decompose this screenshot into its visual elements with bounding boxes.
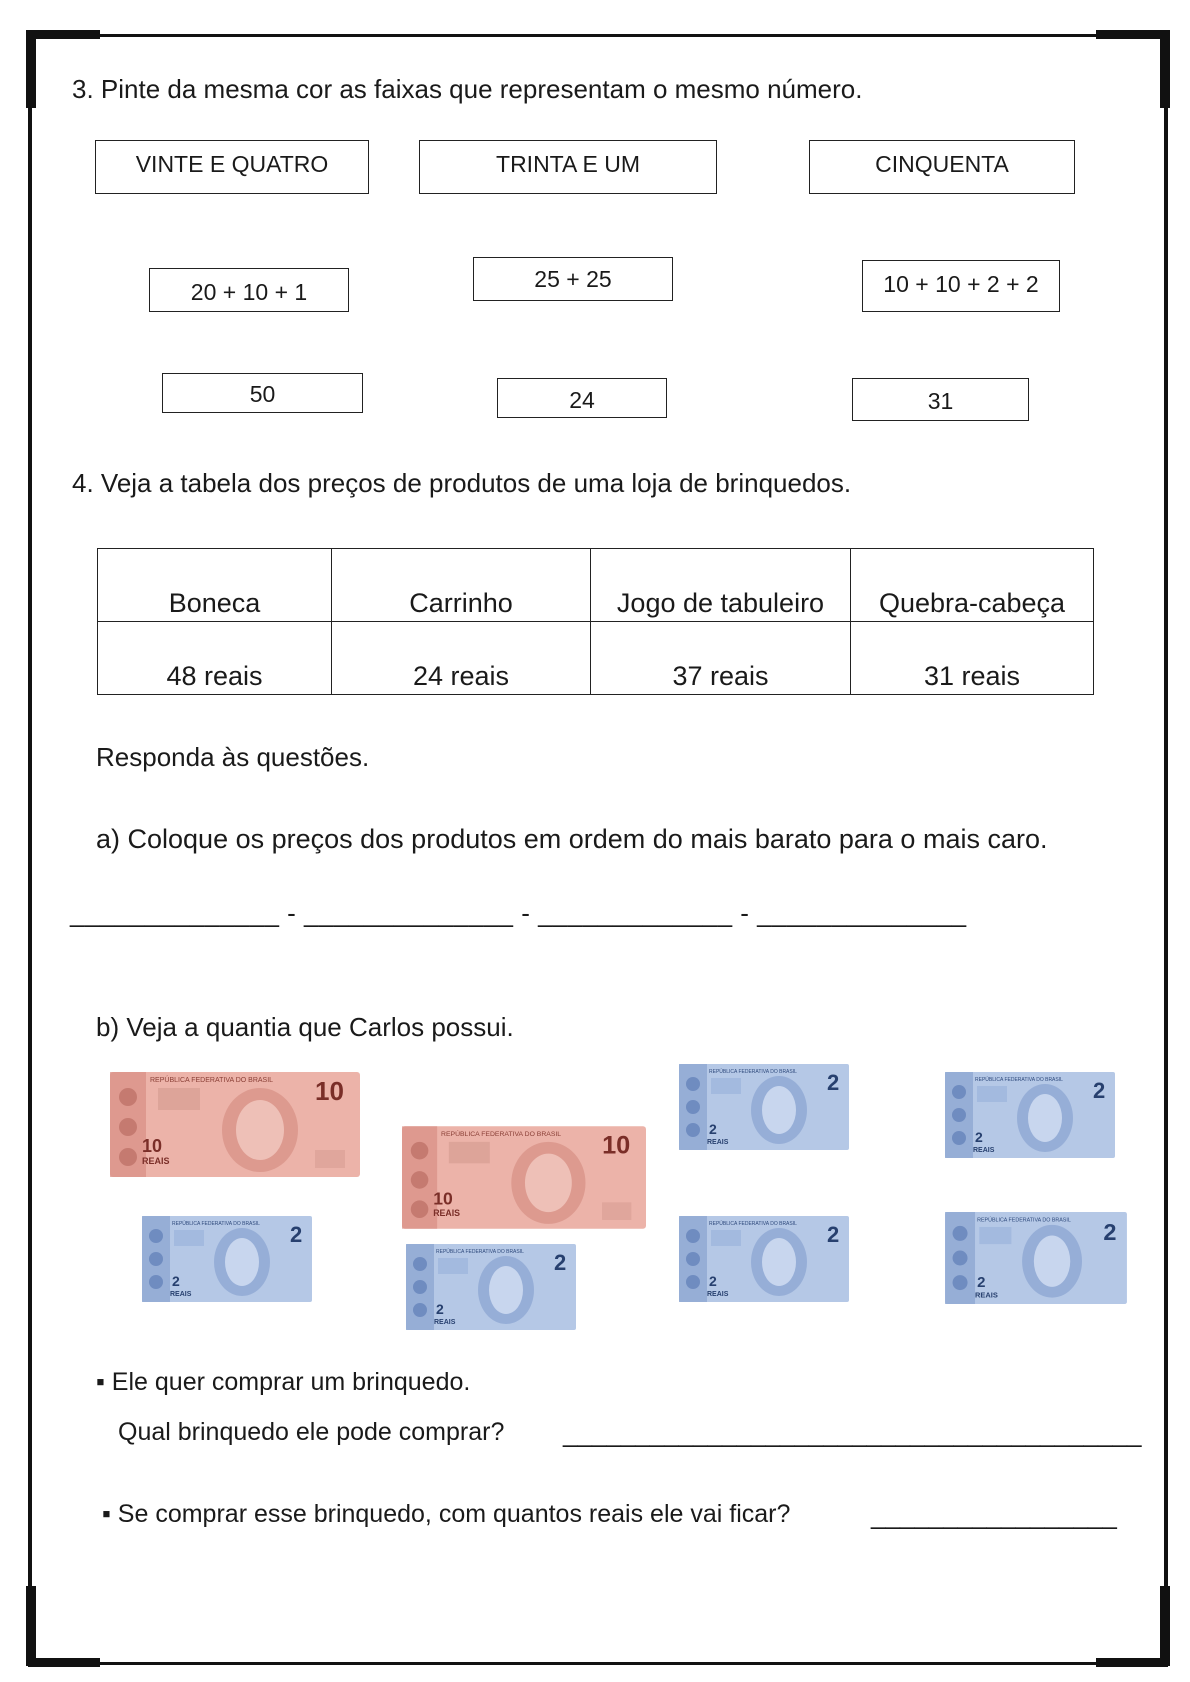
- frame-left-border: [28, 34, 32, 1664]
- frame-corner-tl: [28, 30, 100, 39]
- word-strip[interactable]: [95, 140, 369, 194]
- frame-right-border: [1164, 34, 1168, 1664]
- table-cell-price: 31 reais: [851, 622, 1094, 695]
- bill-value: 2: [827, 1222, 840, 1247]
- frame-corner-bl: [28, 1658, 100, 1667]
- number-strip[interactable]: [162, 373, 363, 413]
- bill-header: REPÚBLICA FEDERATIVA DO BRASIL: [975, 1077, 1063, 1083]
- frame-corner-tr: [1096, 30, 1168, 39]
- frame-bottom-border: [28, 1662, 1168, 1665]
- answer-line-order[interactable]: ______________ - ______________ - _____________ - ______________: [70, 898, 967, 928]
- table-cell-product: Carrinho: [332, 549, 591, 622]
- bill-value-small: 2: [977, 1273, 986, 1291]
- frame-corner-br-v: [1160, 1586, 1170, 1666]
- bill-value-small: 2: [436, 1301, 444, 1317]
- bill-10-reais: [110, 1072, 360, 1177]
- bill-value-small: 2: [975, 1129, 983, 1145]
- table-row-products: [98, 549, 1094, 622]
- number-strip[interactable]: [497, 378, 667, 418]
- bullet-wants-to-buy: ▪ Ele quer comprar um brinquedo.: [96, 1368, 471, 1396]
- bill-header: REPÚBLICA FEDERATIVA DO BRASIL: [441, 1131, 562, 1139]
- bill-value: 2: [827, 1070, 840, 1095]
- bill-header: REPÚBLICA FEDERATIVA DO BRASIL: [977, 1217, 1071, 1224]
- table-cell-price: 48 reais: [98, 622, 332, 695]
- bill-value: 2: [1093, 1078, 1106, 1103]
- question-a-text: a) Coloque os preços dos produtos em ordem do mais barato para o mais caro.: [96, 824, 1048, 854]
- bill-word: REAIS: [975, 1290, 998, 1300]
- bill-2-reais: [141, 1216, 313, 1302]
- bill-value-small: 2: [709, 1121, 717, 1137]
- bill-value-small: 10: [433, 1188, 453, 1209]
- word-strip[interactable]: [809, 140, 1075, 194]
- question-b-text: b) Veja a quantia que Carlos possui.: [96, 1012, 514, 1042]
- bill-2-reais: [945, 1072, 1115, 1158]
- bill-value: 10: [602, 1131, 631, 1160]
- table-cell-product: Boneca: [98, 549, 332, 622]
- word-strip-label: CINQUENTA: [875, 151, 1009, 177]
- number-strip-label: 31: [927, 388, 954, 414]
- bill-word: REAIS: [707, 1139, 729, 1146]
- table-cell-price: 24 reais: [332, 622, 591, 695]
- answer-line-toy[interactable]: ________________________________________: [563, 1418, 1142, 1448]
- question-3-title: 3. Pinte da mesma cor as faixas que representam o mesmo número.: [72, 74, 863, 104]
- question-4-title: 4. Veja a tabela dos preços de produtos de uma loja de brinquedos.: [72, 468, 852, 498]
- word-strip-label: TRINTA E UM: [496, 151, 640, 177]
- question-which-toy: Qual brinquedo ele pode comprar?: [118, 1418, 505, 1446]
- bill-2-reais: [679, 1064, 849, 1150]
- sum-strip[interactable]: [862, 260, 1060, 312]
- sum-strip-label: 10 + 10 + 2 + 2: [883, 271, 1039, 297]
- number-strip[interactable]: [852, 378, 1029, 421]
- respond-instruction: Responda às questões.: [96, 742, 370, 772]
- bill-word: REAIS: [707, 1291, 729, 1298]
- sum-strip-label: 25 + 25: [534, 266, 612, 292]
- sum-strip[interactable]: [473, 257, 673, 301]
- frame-corner-tr-v: [1160, 30, 1170, 108]
- bill-header: REPÚBLICA FEDERATIVA DO BRASIL: [709, 1069, 797, 1075]
- bill-word: REAIS: [434, 1319, 456, 1326]
- bill-word: REAIS: [433, 1208, 461, 1219]
- bill-word: REAIS: [973, 1147, 995, 1154]
- bill-header: REPÚBLICA FEDERATIVA DO BRASIL: [172, 1221, 260, 1227]
- bill-value: 2: [1103, 1218, 1117, 1245]
- frame-corner-tl-v: [26, 30, 36, 108]
- bill-value: 2: [554, 1250, 567, 1275]
- table-row-prices: [98, 622, 1094, 695]
- bill-word: REAIS: [170, 1291, 192, 1298]
- sum-strip-label: 20 + 10 + 1: [190, 279, 308, 305]
- bill-value-small: 2: [709, 1273, 717, 1289]
- bill-header: REPÚBLICA FEDERATIVA DO BRASIL: [709, 1221, 797, 1227]
- number-strip-label: 50: [249, 381, 276, 407]
- bill-header: REPÚBLICA FEDERATIVA DO BRASIL: [150, 1077, 274, 1084]
- bill-2-reais: [406, 1244, 576, 1330]
- word-strip-label: VINTE E QUATRO: [135, 151, 329, 177]
- bill-word: REAIS: [142, 1156, 170, 1166]
- table-cell-product: Quebra-cabeça: [851, 549, 1094, 622]
- answer-line-change[interactable]: _________________: [871, 1500, 1117, 1530]
- frame-corner-br: [1096, 1658, 1168, 1667]
- price-table: [97, 548, 1094, 695]
- bill-value-small: 2: [172, 1273, 180, 1289]
- bill-value: 2: [290, 1222, 303, 1247]
- table-cell-price: 37 reais: [591, 622, 851, 695]
- table-cell-product: Jogo de tabuleiro: [591, 549, 851, 622]
- question-change-left: ▪ Se comprar esse brinquedo, com quantos reais ele vai ficar?: [102, 1500, 791, 1528]
- frame-top-border: [28, 34, 1168, 37]
- sum-strip[interactable]: [149, 268, 349, 312]
- bill-value-small: 10: [142, 1136, 163, 1156]
- bill-value: 10: [315, 1076, 344, 1106]
- frame-corner-bl-v: [26, 1586, 36, 1666]
- bill-header: REPÚBLICA FEDERATIVA DO BRASIL: [436, 1249, 524, 1255]
- bill-2-reais: [945, 1212, 1127, 1304]
- word-strip[interactable]: [419, 140, 717, 194]
- number-strip-label: 24: [569, 387, 595, 413]
- bill-10-reais: [402, 1126, 646, 1229]
- bill-2-reais: [679, 1216, 849, 1302]
